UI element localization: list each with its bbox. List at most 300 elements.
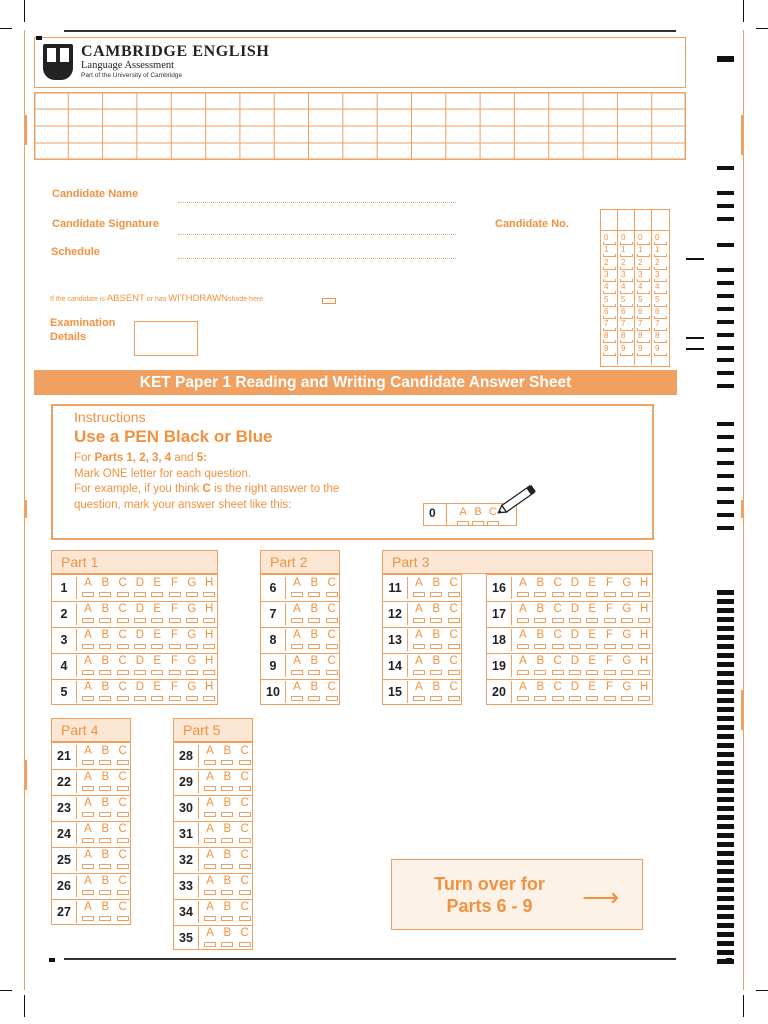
answer-bubble-e[interactable]: E <box>584 655 600 667</box>
candidate-digit-bubble[interactable]: 8 <box>604 331 609 341</box>
answer-bubble-b[interactable]: B <box>97 875 113 887</box>
timing-mark <box>717 689 734 694</box>
timing-mark <box>717 526 734 530</box>
answer-bubble-c[interactable]: C <box>115 797 131 809</box>
candidate-digit-bubble[interactable]: 9 <box>655 343 660 353</box>
timing-mark <box>717 797 734 802</box>
candidate-digit-bubble[interactable]: 1 <box>655 245 660 255</box>
candidate-digit-bubble[interactable]: 4 <box>621 282 626 292</box>
answer-bubble-b[interactable]: B <box>97 655 113 667</box>
timing-mark <box>726 958 732 962</box>
timing-mark <box>717 770 734 775</box>
answer-bubble-g[interactable]: G <box>184 655 200 667</box>
timing-mark <box>717 461 734 465</box>
timing-mark <box>741 500 744 518</box>
timing-mark <box>717 896 734 901</box>
timing-mark <box>24 995 25 1017</box>
timing-mark <box>741 115 744 155</box>
candidate-digit-bubble[interactable]: 4 <box>604 282 609 292</box>
answer-bubble-c[interactable]: C <box>237 875 253 887</box>
candidate-digit-bubble[interactable]: 4 <box>638 282 643 292</box>
candidate-digit-bubble[interactable]: 6 <box>621 306 626 316</box>
answer-bubble-a[interactable]: A <box>289 577 305 589</box>
candidate-digit-bubble[interactable]: 0 <box>638 233 643 242</box>
answer-bubble-b[interactable]: B <box>306 577 322 589</box>
answer-bubble-c[interactable]: C <box>237 901 253 913</box>
timing-mark <box>717 752 734 757</box>
answer-bubble-a[interactable]: A <box>411 681 427 693</box>
answer-bubble-c[interactable]: C <box>237 823 253 835</box>
answer-bubble-e[interactable]: E <box>584 603 600 615</box>
timing-mark <box>717 474 734 478</box>
answer-bubble-a[interactable]: A <box>202 823 218 835</box>
answer-bubble-b[interactable]: B <box>219 927 235 939</box>
answer-bubble-g[interactable]: G <box>619 681 635 693</box>
answer-bubble-b[interactable]: B <box>428 603 444 615</box>
candidate-digit-bubble[interactable]: 2 <box>655 257 660 267</box>
answer-bubble-f[interactable]: F <box>167 629 183 641</box>
answer-bubble-c[interactable]: C <box>324 655 340 667</box>
answer-bubble-a[interactable]: A <box>80 603 96 615</box>
candidate-digit-bubble[interactable]: 1 <box>621 245 626 255</box>
candidate-digit-bubble[interactable]: 1 <box>604 245 609 255</box>
question-number: 31 <box>179 827 193 841</box>
question-number: 5 <box>60 685 68 699</box>
timing-mark <box>717 608 734 613</box>
answer-bubble-b[interactable]: B <box>97 771 113 783</box>
candidate-digit-bubble[interactable]: 4 <box>655 282 660 292</box>
part-3-header: Part 3 <box>382 550 653 574</box>
timing-mark <box>717 662 734 667</box>
answer-bubble-b[interactable]: B <box>428 681 444 693</box>
answer-bubble-e[interactable]: E <box>149 603 165 615</box>
candidate-digit-bubble[interactable]: 3 <box>638 269 643 279</box>
answer-bubble-b[interactable]: B <box>219 875 235 887</box>
answer-bubble-b[interactable]: B <box>532 629 548 641</box>
timing-mark <box>717 294 734 298</box>
timing-mark <box>717 320 734 324</box>
schedule-label: Schedule <box>51 246 100 258</box>
answer-bubble-a[interactable]: A <box>80 655 96 667</box>
answer-bubble-e[interactable]: E <box>584 629 600 641</box>
answer-bubble-b[interactable]: B <box>428 577 444 589</box>
candidate-digit-bubble[interactable]: 0 <box>621 233 626 242</box>
timing-mark <box>717 204 734 208</box>
timing-mark <box>24 115 27 145</box>
question-number: 15 <box>388 685 402 699</box>
answer-bubble-a[interactable]: A <box>202 901 218 913</box>
timing-mark <box>717 725 734 730</box>
question-number: 10 <box>266 685 280 699</box>
timing-mark <box>717 371 734 375</box>
answer-bubble-h[interactable]: H <box>636 577 652 589</box>
timing-mark <box>717 448 734 452</box>
answer-bubble-a[interactable]: A <box>80 681 96 693</box>
candidate-digit-bubble[interactable]: 0 <box>604 233 609 242</box>
answer-bubble-a[interactable]: A <box>289 681 305 693</box>
answer-bubble-d[interactable]: D <box>567 603 583 615</box>
answer-bubble-g[interactable]: G <box>619 629 635 641</box>
timing-mark <box>717 358 734 362</box>
answer-bubble-d[interactable]: D <box>132 681 148 693</box>
timing-mark <box>717 716 734 721</box>
timing-mark <box>717 788 734 793</box>
answer-bubble-c[interactable]: C <box>324 629 340 641</box>
answer-bubble-b[interactable]: B <box>306 655 322 667</box>
timing-mark <box>717 815 734 820</box>
part-5-header: Part 5 <box>173 718 253 742</box>
timing-mark <box>49 958 55 962</box>
answer-bubble-g[interactable]: G <box>184 577 200 589</box>
timing-mark <box>743 0 744 22</box>
answer-bubble-b[interactable]: B <box>97 629 113 641</box>
timing-mark <box>717 905 734 910</box>
answer-bubble-a[interactable]: A <box>515 655 531 667</box>
answer-bubble-a[interactable]: A <box>80 875 96 887</box>
answer-bubble-h[interactable]: H <box>636 681 652 693</box>
answer-bubble-a[interactable]: A <box>411 629 427 641</box>
question-number: 17 <box>492 607 506 621</box>
answer-bubble-b[interactable]: B <box>97 603 113 615</box>
answer-bubble-a[interactable]: A <box>411 655 427 667</box>
answer-bubble-a[interactable]: A <box>515 603 531 615</box>
answer-bubble-b[interactable]: B <box>219 745 235 757</box>
answer-bubble-a[interactable]: A <box>515 681 531 693</box>
answer-bubble-a[interactable]: A <box>289 629 305 641</box>
answer-bubble-b[interactable]: B <box>306 629 322 641</box>
answer-bubble-g[interactable]: G <box>184 629 200 641</box>
answer-bubble-b[interactable]: B <box>97 849 113 861</box>
timing-mark <box>717 243 734 247</box>
answer-bubble-e[interactable]: E <box>584 681 600 693</box>
answer-bubble-d[interactable]: D <box>567 681 583 693</box>
answer-bubble-a[interactable]: A <box>202 745 218 757</box>
timing-mark <box>717 268 734 272</box>
question-number: 19 <box>492 659 506 673</box>
answer-bubble-b[interactable]: B <box>306 681 322 693</box>
timing-mark <box>717 761 734 766</box>
answer-bubble-f[interactable]: F <box>167 655 183 667</box>
answer-bubble-b[interactable]: B <box>97 797 113 809</box>
answer-bubble-b[interactable]: B <box>219 849 235 861</box>
answer-bubble-f[interactable]: F <box>167 603 183 615</box>
timing-mark <box>717 191 734 195</box>
timing-mark <box>717 590 734 595</box>
timing-mark <box>717 166 734 170</box>
answer-bubble-e[interactable]: E <box>149 629 165 641</box>
timing-mark <box>717 281 734 285</box>
answer-bubble-b[interactable]: B <box>428 629 444 641</box>
answer-bubble-c[interactable]: C <box>237 849 253 861</box>
answer-bubble-c[interactable]: C <box>115 577 131 589</box>
answer-bubble-c[interactable]: C <box>446 655 462 667</box>
example-number: 0 <box>429 506 436 520</box>
answer-bubble-a[interactable]: A <box>411 577 427 589</box>
candidate-digit-bubble[interactable]: 8 <box>638 331 643 341</box>
candidate-digit-bubble[interactable]: 2 <box>604 257 609 267</box>
question-number: 14 <box>388 659 402 673</box>
answer-bubble-c[interactable]: C <box>115 849 131 861</box>
question-number: 2 <box>60 607 68 621</box>
answer-bubble-c[interactable]: C <box>115 875 131 887</box>
answer-bubble-f[interactable]: F <box>167 577 183 589</box>
candidate-digit-bubble[interactable]: 7 <box>621 319 626 329</box>
timing-mark <box>717 833 734 838</box>
candidate-digit-bubble[interactable]: 3 <box>604 269 609 279</box>
answer-bubble-c[interactable]: C <box>237 771 253 783</box>
answer-bubble-b[interactable]: B <box>97 823 113 835</box>
answer-bubble-g[interactable]: G <box>619 655 635 667</box>
timing-mark <box>717 56 734 62</box>
question-number: 12 <box>388 607 402 621</box>
pen-instruction: Use a PEN Black or Blue <box>74 427 273 446</box>
answer-bubble-b[interactable]: B <box>97 745 113 757</box>
answer-bubble-c[interactable]: C <box>115 745 131 757</box>
candidate-digit-bubble[interactable]: 9 <box>621 343 626 353</box>
answer-bubble-b[interactable]: B <box>219 797 235 809</box>
answer-bubble-a[interactable]: A <box>202 875 218 887</box>
examination-details-label: Examination Details <box>50 317 116 343</box>
instructions-text: For Parts 1, 2, 3, 4 and 5: Mark ONE letter for each question. For example, if you think C is the right answer to the question, mark your answer sheet like this: <box>74 452 340 511</box>
arrow-right-icon: ⟶ <box>582 882 620 912</box>
answer-bubble-f[interactable]: F <box>167 681 183 693</box>
candidate-digit-bubble[interactable]: 8 <box>655 331 660 341</box>
answer-bubble-g[interactable]: G <box>184 603 200 615</box>
answer-bubble-b[interactable]: B <box>428 655 444 667</box>
timing-mark <box>24 500 27 518</box>
candidate-digit-bubble[interactable]: 1 <box>638 245 643 255</box>
answer-bubble-g[interactable]: G <box>619 577 635 589</box>
timing-mark <box>686 337 704 339</box>
timing-mark <box>717 698 734 703</box>
candidate-digit-bubble[interactable]: 7 <box>604 319 609 329</box>
timing-mark <box>717 346 734 350</box>
question-number: 9 <box>269 659 277 673</box>
timing-mark <box>717 626 734 631</box>
answer-bubble-c[interactable]: C <box>115 771 131 783</box>
answer-bubble-c[interactable]: C <box>324 577 340 589</box>
answer-bubble-h[interactable]: H <box>201 655 217 667</box>
candidate-digit-bubble[interactable]: 5 <box>604 294 609 304</box>
candidate-digit-bubble[interactable]: 3 <box>655 269 660 279</box>
answer-bubble-a[interactable]: A <box>80 849 96 861</box>
answer-bubble-c[interactable]: C <box>446 577 462 589</box>
timing-mark <box>756 28 768 29</box>
answer-bubble-a[interactable]: A <box>80 771 96 783</box>
answer-bubble-c[interactable]: C <box>446 603 462 615</box>
answer-bubble-h[interactable]: H <box>201 681 217 693</box>
answer-bubble-c[interactable]: C <box>115 603 131 615</box>
question-number: 26 <box>57 879 71 893</box>
answer-bubble-c[interactable]: C <box>115 655 131 667</box>
answer-bubble-c[interactable]: C <box>550 655 566 667</box>
answer-bubble-d[interactable]: D <box>132 577 148 589</box>
question-number: 28 <box>179 749 193 763</box>
question-number: 34 <box>179 905 193 919</box>
answer-bubble-a[interactable]: A <box>289 603 305 615</box>
answer-bubble-c[interactable]: C <box>237 797 253 809</box>
answer-bubble-d[interactable]: D <box>567 629 583 641</box>
example-option: A <box>455 506 471 518</box>
timing-mark <box>756 990 768 991</box>
answer-bubble-g[interactable]: G <box>619 603 635 615</box>
timing-mark <box>717 932 734 937</box>
candidate-digit-bubble[interactable]: 9 <box>638 343 643 353</box>
candidate-digit-bubble[interactable]: 5 <box>621 294 626 304</box>
answer-bubble-f[interactable]: F <box>602 577 618 589</box>
answer-bubble-f[interactable]: F <box>602 681 618 693</box>
answer-bubble-a[interactable]: A <box>80 629 96 641</box>
question-number: 23 <box>57 801 71 815</box>
answer-bubble-c[interactable]: C <box>324 603 340 615</box>
answer-bubble-a[interactable]: A <box>80 745 96 757</box>
answer-bubble-a[interactable]: A <box>289 655 305 667</box>
answer-bubble-f[interactable]: F <box>602 629 618 641</box>
timing-mark <box>717 743 734 748</box>
timing-mark <box>717 671 734 676</box>
timing-mark <box>717 734 734 739</box>
answer-bubble-a[interactable]: A <box>515 577 531 589</box>
answer-bubble-c[interactable]: C <box>115 629 131 641</box>
question-number: 4 <box>60 659 68 673</box>
question-number: 33 <box>179 879 193 893</box>
timing-mark <box>717 487 734 491</box>
candidate-digit-bubble[interactable]: 7 <box>638 319 643 329</box>
timing-mark <box>717 707 734 712</box>
answer-bubble-b[interactable]: B <box>532 681 548 693</box>
answer-bubble-e[interactable]: E <box>149 577 165 589</box>
timing-mark <box>0 28 12 29</box>
candidate-digit-bubble[interactable]: 2 <box>621 257 626 267</box>
timing-mark <box>717 887 734 892</box>
answer-bubble-c[interactable]: C <box>550 629 566 641</box>
instructions-heading: Instructions <box>74 409 146 425</box>
timing-mark <box>717 950 734 955</box>
answer-bubble-b[interactable]: B <box>97 901 113 913</box>
answer-bubble-h[interactable]: H <box>636 603 652 615</box>
answer-bubble-f[interactable]: F <box>602 603 618 615</box>
answer-bubble-c[interactable]: C <box>115 901 131 913</box>
answer-bubble-d[interactable]: D <box>132 655 148 667</box>
answer-bubble-a[interactable]: A <box>80 797 96 809</box>
org-part-of: Part of the University of Cambridge <box>81 72 183 79</box>
example-option: C <box>485 506 501 518</box>
answer-bubble-b[interactable]: B <box>219 823 235 835</box>
answer-bubble-a[interactable]: A <box>515 629 531 641</box>
candidate-digit-bubble[interactable]: 6 <box>638 306 643 316</box>
timing-mark <box>717 806 734 811</box>
answer-bubble-a[interactable]: A <box>80 823 96 835</box>
answer-bubble-c[interactable]: C <box>324 681 340 693</box>
question-number: 25 <box>57 853 71 867</box>
question-number: 21 <box>57 749 71 763</box>
answer-bubble-c[interactable]: C <box>550 681 566 693</box>
candidate-digit-bubble[interactable]: 7 <box>655 319 660 329</box>
timing-mark <box>717 617 734 622</box>
answer-bubble-e[interactable]: E <box>584 577 600 589</box>
answer-bubble-h[interactable]: H <box>201 603 217 615</box>
timing-mark <box>717 851 734 856</box>
question-number: 11 <box>388 581 402 595</box>
answer-bubble-a[interactable]: A <box>411 603 427 615</box>
timing-mark <box>24 0 25 22</box>
answer-bubble-c[interactable]: C <box>446 629 462 641</box>
timing-mark <box>686 258 704 260</box>
answer-bubble-b[interactable]: B <box>532 655 548 667</box>
answer-bubble-b[interactable]: B <box>532 577 548 589</box>
timing-mark <box>717 923 734 928</box>
question-number: 20 <box>492 685 506 699</box>
timing-mark <box>717 513 734 517</box>
candidate-digit-bubble[interactable]: 5 <box>638 294 643 304</box>
timing-mark <box>717 878 734 883</box>
timing-mark <box>36 36 42 40</box>
answer-bubble-c[interactable]: C <box>550 577 566 589</box>
answer-bubble-d[interactable]: D <box>567 655 583 667</box>
candidate-digit-bubble[interactable]: 3 <box>621 269 626 279</box>
answer-bubble-e[interactable]: E <box>149 681 165 693</box>
answer-bubble-b[interactable]: B <box>219 901 235 913</box>
answer-bubble-c[interactable]: C <box>237 927 253 939</box>
answer-bubble-c[interactable]: C <box>446 681 462 693</box>
answer-bubble-b[interactable]: B <box>306 603 322 615</box>
answer-bubble-c[interactable]: C <box>115 681 131 693</box>
answer-bubble-a[interactable]: A <box>202 771 218 783</box>
answer-bubble-e[interactable]: E <box>149 655 165 667</box>
candidate-digit-bubble[interactable]: 2 <box>638 257 643 267</box>
answer-bubble-a[interactable]: A <box>202 927 218 939</box>
answer-bubble-b[interactable]: B <box>219 771 235 783</box>
answer-bubble-a[interactable]: A <box>202 797 218 809</box>
timing-mark <box>717 779 734 784</box>
timing-mark <box>717 869 734 874</box>
question-number: 29 <box>179 775 193 789</box>
question-number: 18 <box>492 633 506 647</box>
candidate-digit-bubble[interactable]: 6 <box>655 306 660 316</box>
candidate-digit-bubble[interactable]: 5 <box>655 294 660 304</box>
answer-bubble-d[interactable]: D <box>132 629 148 641</box>
answer-bubble-h[interactable]: H <box>201 577 217 589</box>
candidate-digit-bubble[interactable]: 6 <box>604 306 609 316</box>
question-number: 13 <box>388 633 402 647</box>
candidate-signature-label: Candidate Signature <box>52 218 159 230</box>
timing-mark <box>717 914 734 919</box>
candidate-digit-bubble[interactable]: 8 <box>621 331 626 341</box>
answer-bubble-d[interactable]: D <box>132 603 148 615</box>
answer-bubble-h[interactable]: H <box>201 629 217 641</box>
question-number: 35 <box>179 931 193 945</box>
timing-mark <box>717 824 734 829</box>
answer-bubble-g[interactable]: G <box>184 681 200 693</box>
answer-bubble-a[interactable]: A <box>80 901 96 913</box>
answer-bubble-c[interactable]: C <box>237 745 253 757</box>
answer-bubble-c[interactable]: C <box>115 823 131 835</box>
answer-bubble-h[interactable]: H <box>636 629 652 641</box>
answer-bubble-f[interactable]: F <box>602 655 618 667</box>
answer-bubble-h[interactable]: H <box>636 655 652 667</box>
answer-bubble-b[interactable]: B <box>97 681 113 693</box>
question-number: 1 <box>60 581 68 595</box>
timing-mark <box>717 941 734 946</box>
answer-bubble-a[interactable]: A <box>202 849 218 861</box>
candidate-digit-bubble[interactable]: 9 <box>604 343 609 353</box>
candidate-digit-bubble[interactable]: 0 <box>655 233 660 242</box>
answer-bubble-c[interactable]: C <box>550 603 566 615</box>
answer-bubble-d[interactable]: D <box>567 577 583 589</box>
answer-bubble-b[interactable]: B <box>532 603 548 615</box>
answer-bubble-a[interactable]: A <box>80 577 96 589</box>
answer-bubble-b[interactable]: B <box>97 577 113 589</box>
